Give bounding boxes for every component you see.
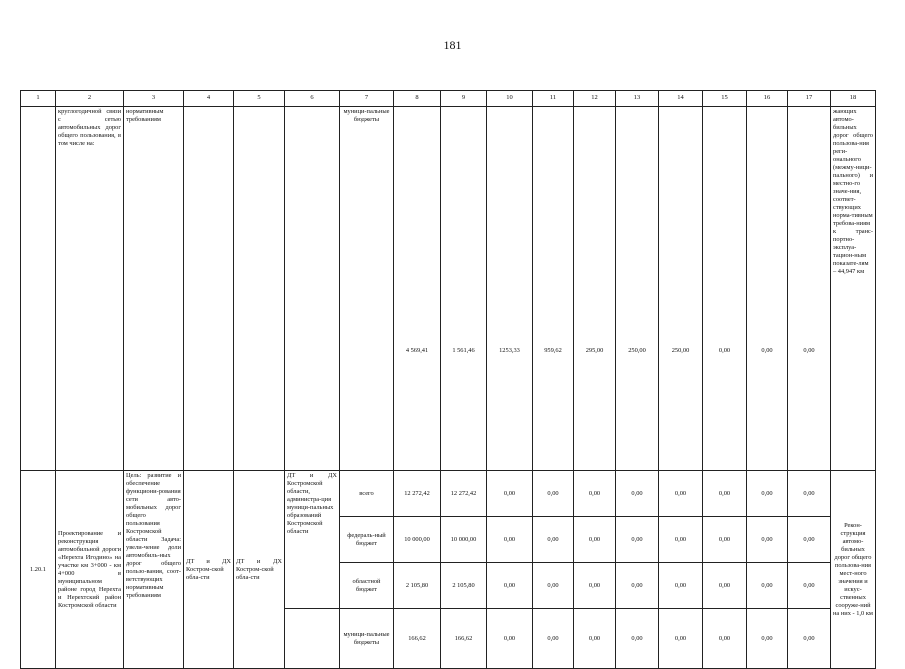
cell-value: 0,00: [659, 517, 703, 563]
cell-value: 1253,33: [487, 107, 533, 471]
page-number: 181: [443, 38, 462, 52]
column-header: 7: [340, 91, 394, 107]
cell-value: 0,00: [533, 609, 574, 669]
cell-executor: [184, 107, 234, 471]
cell-value: 0,00: [487, 609, 533, 669]
cell-event-name: круглогодичной связи с сетью автомобильных дорог общего пользования, в том числе на:: [56, 107, 124, 471]
column-header: 12: [574, 91, 616, 107]
cell-value: 12 272,42: [441, 471, 487, 517]
column-header: 9: [441, 91, 487, 107]
cell-participants: ДТ и ДХ Костромской области, администра-ция муници-пальных образований Костромской области: [285, 471, 340, 609]
cell-value: 959,62: [533, 107, 574, 471]
cell-value: 0,00: [703, 563, 747, 609]
cell-value: 10 000,00: [441, 517, 487, 563]
cell-value: 0,00: [533, 517, 574, 563]
table-row: [21, 107, 876, 471]
cell-value: 10 000,00: [394, 517, 441, 563]
cell-value: 0,00: [747, 517, 788, 563]
cell-value: 0,00: [747, 471, 788, 517]
cell-customer: ДТ и ДХ Костром-ской обла-сти: [234, 471, 285, 669]
cell-value: 0,00: [487, 471, 533, 517]
cell-goal: Цель: развитие и обеспечение функциони-рования сети авто-мобильных дорог общего пользования Костромской области Задача: увели-чение доли автомобиль-ных дорог общего пользо-вания, соот-ветствующих нормативным требованиям: [124, 471, 184, 669]
column-header: 6: [285, 91, 340, 107]
cell-value: 166,62: [441, 609, 487, 669]
cell-value: 295,00: [574, 107, 616, 471]
cell-value: 0,00: [788, 609, 831, 669]
cell-value: 0,00: [533, 563, 574, 609]
cell-participants: [285, 609, 340, 669]
cell-value: 0,00: [747, 563, 788, 609]
cell-value: 0,00: [788, 563, 831, 609]
cell-value: 0,00: [616, 563, 659, 609]
cell-value: 0,00: [659, 471, 703, 517]
cell-value: 250,00: [616, 107, 659, 471]
column-header: 14: [659, 91, 703, 107]
cell-goal: нормативным требованиям: [124, 107, 184, 471]
cell-value: 0,00: [574, 471, 616, 517]
cell-value: 12 272,42: [394, 471, 441, 517]
cell-value: 0,00: [659, 609, 703, 669]
cell-event-name: Проектирование и реконструкция автомобильной дороги «Нерехта Игодино» на участке км 3+000 - км 4+000 в муниципальном районе город Нерехта и Нерехтский район Костромской области: [56, 471, 124, 669]
program-table: [20, 90, 876, 669]
cell-customer: [234, 107, 285, 471]
cell-value: 0,00: [747, 609, 788, 669]
cell-value: 0,00: [703, 609, 747, 669]
cell-value: 0,00: [487, 517, 533, 563]
cell-value: 0,00: [487, 563, 533, 609]
column-header: 1: [21, 91, 56, 107]
cell-value: 0,00: [616, 517, 659, 563]
cell-value: 0,00: [703, 517, 747, 563]
cell-value: 0,00: [616, 609, 659, 669]
cell-value: 0,00: [703, 107, 747, 471]
column-header: 15: [703, 91, 747, 107]
table-row: [21, 471, 876, 517]
cell-funding-source: муници-пальные бюджеты: [340, 609, 394, 669]
cell-funding-source: федераль-ный бюджет: [340, 517, 394, 563]
column-header: 17: [788, 91, 831, 107]
column-header: 5: [234, 91, 285, 107]
column-header: 10: [487, 91, 533, 107]
cell-value: 4 569,41: [394, 107, 441, 471]
cell-funding-source: муници-пальные бюджеты: [340, 107, 394, 471]
cell-value: 0,00: [574, 609, 616, 669]
cell-value: 0,00: [788, 471, 831, 517]
cell-value: 0,00: [747, 107, 788, 471]
cell-result: жающих автомо-бильных дорог общего пользова-ния реги-онального (межму-ници-пального) и местно-го значе-ния, соответ-ствующих норма-тивным требова-ниям к транс-портно-эксплуа-тацион-ным показате-лям – 44,947 км: [831, 107, 876, 471]
cell-value: 1 561,46: [441, 107, 487, 471]
cell-value: 166,62: [394, 609, 441, 669]
header-row: [21, 91, 876, 107]
cell-value: 0,00: [703, 471, 747, 517]
column-header: 4: [184, 91, 234, 107]
column-header: 3: [124, 91, 184, 107]
cell-value: 0,00: [659, 563, 703, 609]
cell-value: 2 105,80: [441, 563, 487, 609]
cell-value: 0,00: [574, 517, 616, 563]
cell-participants: [285, 107, 340, 471]
cell-value: 250,00: [659, 107, 703, 471]
cell-executor: ДТ и ДХ Костром-ской обла-сти: [184, 471, 234, 669]
cell-funding-source: всего: [340, 471, 394, 517]
cell-code: 1.20.1: [21, 471, 56, 669]
column-header: 8: [394, 91, 441, 107]
cell-code: [21, 107, 56, 471]
cell-value: 0,00: [788, 517, 831, 563]
column-header: 16: [747, 91, 788, 107]
column-header: 13: [616, 91, 659, 107]
column-header: 18: [831, 91, 876, 107]
cell-value: 0,00: [533, 471, 574, 517]
cell-value: 0,00: [574, 563, 616, 609]
column-header: 2: [56, 91, 124, 107]
cell-value: 2 105,80: [394, 563, 441, 609]
cell-value: 0,00: [788, 107, 831, 471]
cell-result: Рекон-струкция автомо-бильных дорог общего пользова-ния мест-ного значения и искус-ственных сооруже-ний на них - 1,0 км: [831, 471, 876, 669]
cell-value: 0,00: [616, 471, 659, 517]
cell-funding-source: областной бюджет: [340, 563, 394, 609]
column-header: 11: [533, 91, 574, 107]
